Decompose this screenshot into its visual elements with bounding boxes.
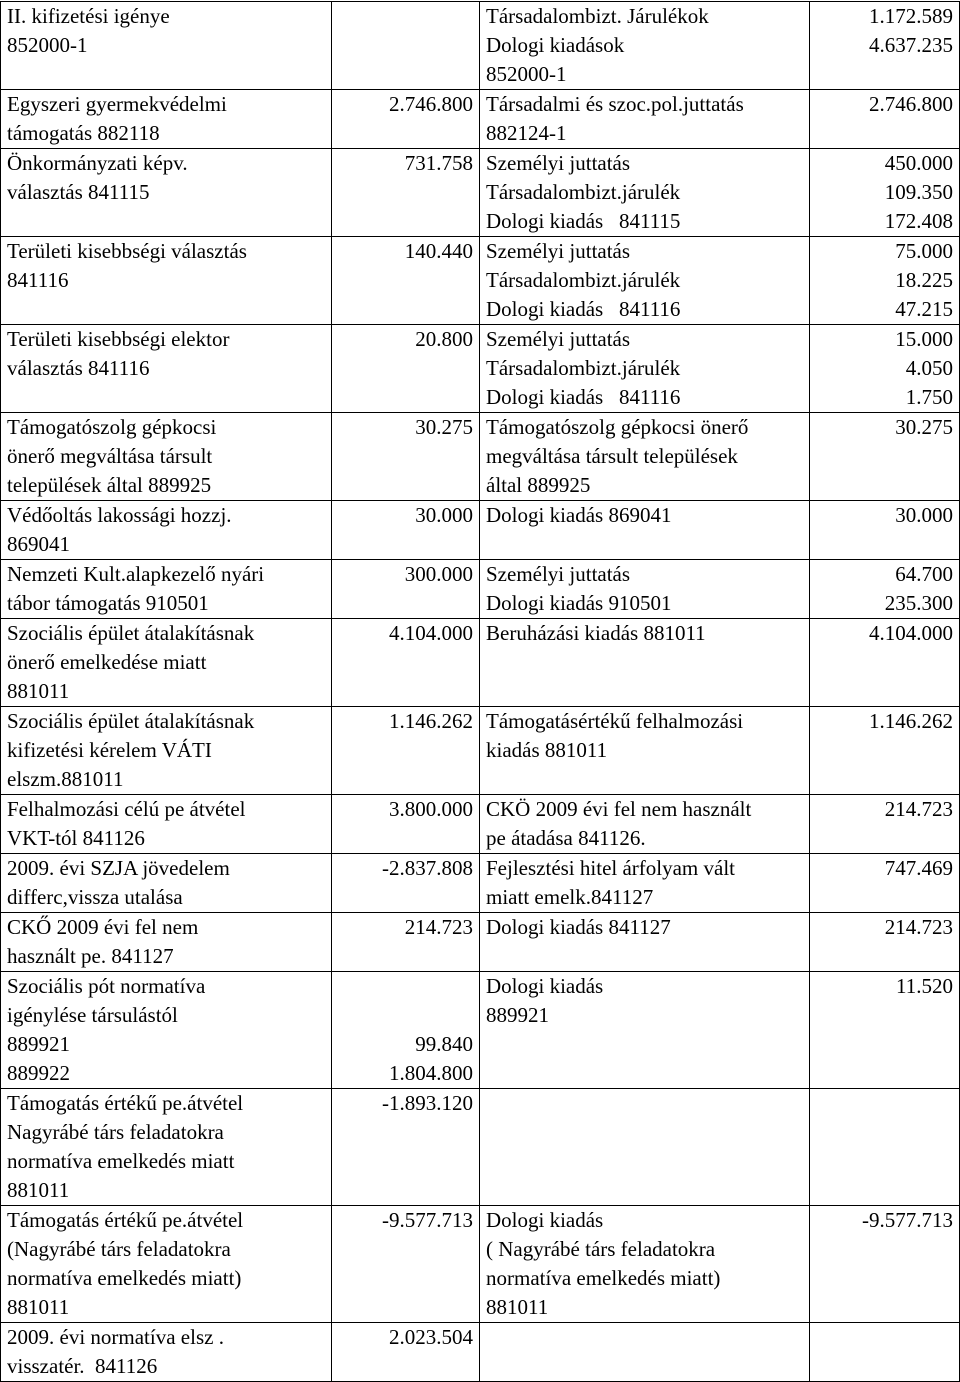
budget-item-cell bbox=[480, 560, 810, 619]
description-cell bbox=[1, 90, 332, 149]
budget-item-line: Társadalombizt.járulék bbox=[486, 356, 681, 380]
item-value-line: 747.469 bbox=[884, 856, 953, 880]
budget-item-line: Fejlesztési hitel árfolyam vált bbox=[486, 856, 736, 880]
table-row bbox=[1, 413, 960, 501]
amount-cell bbox=[332, 972, 480, 1089]
amount-cell bbox=[332, 854, 480, 913]
item-value-line: 30.000 bbox=[895, 503, 953, 527]
description-line: települések által 889925 bbox=[7, 473, 212, 497]
item-value-line: 172.408 bbox=[884, 209, 953, 233]
budget-item-line: által 889925 bbox=[486, 473, 591, 497]
item-value-cell bbox=[810, 619, 960, 707]
description-cell bbox=[1, 854, 332, 913]
description-line: 881011 bbox=[7, 1295, 70, 1319]
budget-item-line: 889921 bbox=[486, 1003, 549, 1027]
description-line: (Nagyrábé társ feladatokra bbox=[7, 1237, 231, 1261]
table-row bbox=[1, 972, 960, 1089]
amount-cell bbox=[332, 90, 480, 149]
item-value-cell bbox=[810, 707, 960, 795]
amount-line: 214.723 bbox=[404, 915, 473, 939]
amount-line: 30.275 bbox=[415, 415, 473, 439]
budget-item-cell bbox=[480, 2, 810, 90]
description-line: 881011 bbox=[7, 1178, 70, 1202]
budget-item-line: Dologi kiadás 841116 bbox=[486, 297, 681, 321]
description-line: Védőoltás lakossági hozzj. bbox=[7, 503, 232, 527]
description-line: Felhalmozási célú pe átvétel bbox=[7, 797, 246, 821]
budget-item-cell bbox=[480, 1206, 810, 1323]
budget-item-line: CKÖ 2009 évi fel nem használt bbox=[486, 797, 752, 821]
table-row bbox=[1, 1206, 960, 1323]
item-value-cell bbox=[810, 795, 960, 854]
amount-line: 20.800 bbox=[415, 327, 473, 351]
description-line: Nagyrábé társ feladatokra bbox=[7, 1120, 224, 1144]
table-row bbox=[1, 149, 960, 237]
table-row bbox=[1, 560, 960, 619]
amount-line: 2.746.800 bbox=[389, 92, 473, 116]
description-cell bbox=[1, 795, 332, 854]
description-line: 2009. évi SZJA jövedelem bbox=[7, 856, 230, 880]
description-line: Szociális pót normatíva bbox=[7, 974, 206, 998]
description-line: 852000-1 bbox=[7, 33, 88, 57]
budget-item-line: Dologi kiadások bbox=[486, 33, 625, 57]
budget-item-line: Dologi kiadás 841127 bbox=[486, 915, 671, 939]
table-row bbox=[1, 237, 960, 325]
description-cell bbox=[1, 413, 332, 501]
description-line: Nemzeti Kult.alapkezelő nyári bbox=[7, 562, 265, 586]
amount-line: 2.023.504 bbox=[389, 1325, 473, 1349]
description-cell bbox=[1, 1089, 332, 1206]
budget-item-line: Társadalombizt.járulék bbox=[486, 180, 681, 204]
amount-line: 30.000 bbox=[415, 503, 473, 527]
item-value-line: 109.350 bbox=[884, 180, 953, 204]
amount-line: -1.893.120 bbox=[382, 1091, 473, 1115]
description-line: használt pe. 841127 bbox=[7, 944, 174, 968]
amount-line: 1.146.262 bbox=[389, 709, 473, 733]
item-value-cell bbox=[810, 1206, 960, 1323]
amount-cell bbox=[332, 237, 480, 325]
budget-item-line: normatíva emelkedés miatt) bbox=[486, 1266, 721, 1290]
amount-line: 731.758 bbox=[404, 151, 473, 175]
item-value-line: 47.215 bbox=[895, 297, 953, 321]
budget-table-body bbox=[1, 2, 960, 1382]
description-line: 889922 bbox=[7, 1061, 70, 1085]
budget-item-cell bbox=[480, 854, 810, 913]
item-value-cell bbox=[810, 2, 960, 90]
description-line: választás 841115 bbox=[7, 180, 150, 204]
item-value-cell bbox=[810, 237, 960, 325]
amount-line: 1.804.800 bbox=[389, 1061, 473, 1085]
budget-item-cell bbox=[480, 972, 810, 1089]
item-value-line: 4.637.235 bbox=[869, 33, 953, 57]
budget-item-line: Beruházási kiadás 881011 bbox=[486, 621, 706, 645]
table-row bbox=[1, 854, 960, 913]
budget-item-cell bbox=[480, 325, 810, 413]
description-line: támogatás 882118 bbox=[7, 121, 160, 145]
description-line: visszatér. 841126 bbox=[7, 1354, 158, 1378]
amount-line: 3.800.000 bbox=[389, 797, 473, 821]
description-line: II. kifizetési igénye bbox=[7, 4, 170, 28]
table-row bbox=[1, 619, 960, 707]
budget-item-line: Támogatószolg gépkocsi önerő bbox=[486, 415, 749, 439]
budget-item-line: pe átadása 841126. bbox=[486, 826, 646, 850]
item-value-line: 450.000 bbox=[884, 151, 953, 175]
description-cell bbox=[1, 1323, 332, 1382]
budget-item-cell bbox=[480, 501, 810, 560]
item-value-cell bbox=[810, 1089, 960, 1206]
table-row bbox=[1, 1323, 960, 1382]
description-line: igénylése társulástól bbox=[7, 1003, 178, 1027]
description-cell bbox=[1, 237, 332, 325]
description-cell bbox=[1, 325, 332, 413]
budget-item-line: 852000-1 bbox=[486, 62, 567, 86]
table-row bbox=[1, 2, 960, 90]
item-value-cell bbox=[810, 413, 960, 501]
description-line: Támogatás értékű pe.átvétel bbox=[7, 1208, 244, 1232]
item-value-line: 1.172.589 bbox=[869, 4, 953, 28]
budget-item-line: Dologi kiadás 841115 bbox=[486, 209, 681, 233]
budget-item-cell bbox=[480, 413, 810, 501]
budget-item-line: 882124-1 bbox=[486, 121, 567, 145]
budget-item-line: Személyi juttatás bbox=[486, 327, 631, 351]
budget-item-line: Személyi juttatás bbox=[486, 151, 631, 175]
budget-item-line: megváltása társult települések bbox=[486, 444, 738, 468]
budget-item-line: Személyi juttatás bbox=[486, 239, 631, 263]
item-value-cell bbox=[810, 913, 960, 972]
budget-item-line: 881011 bbox=[486, 1295, 549, 1319]
description-line: Területi kisebbségi elektor bbox=[7, 327, 230, 351]
description-line: 881011 bbox=[7, 679, 70, 703]
budget-item-line: Dologi kiadás bbox=[486, 974, 604, 998]
amount-cell bbox=[332, 707, 480, 795]
budget-item-cell bbox=[480, 707, 810, 795]
budget-item-line: Dologi kiadás 869041 bbox=[486, 503, 672, 527]
description-line: Területi kisebbségi választás bbox=[7, 239, 247, 263]
amount-cell bbox=[332, 1089, 480, 1206]
amount-cell bbox=[332, 413, 480, 501]
item-value-line: 75.000 bbox=[895, 239, 953, 263]
table-row bbox=[1, 325, 960, 413]
description-line: önerő emelkedése miatt bbox=[7, 650, 207, 674]
budget-item-line: Dologi kiadás bbox=[486, 1208, 604, 1232]
item-value-line: 18.225 bbox=[895, 268, 953, 292]
description-line: önerő megváltása társult bbox=[7, 444, 213, 468]
description-line: 869041 bbox=[7, 532, 70, 556]
budget-item-line: Társadalombizt.járulék bbox=[486, 268, 681, 292]
budget-item-cell bbox=[480, 1089, 810, 1206]
amount-cell bbox=[332, 795, 480, 854]
table-row bbox=[1, 1089, 960, 1206]
budget-table bbox=[0, 1, 960, 1382]
description-line: Egyszeri gyermekvédelmi bbox=[7, 92, 227, 116]
item-value-line: -9.577.713 bbox=[862, 1208, 953, 1232]
item-value-line: 1.146.262 bbox=[869, 709, 953, 733]
amount-line: -2.837.808 bbox=[382, 856, 473, 880]
amount-line: 99.840 bbox=[415, 1032, 473, 1056]
item-value-cell bbox=[810, 560, 960, 619]
budget-item-cell bbox=[480, 149, 810, 237]
description-line: elszm.881011 bbox=[7, 767, 124, 791]
budget-item-line: Társadalombizt. Járulékok bbox=[486, 4, 709, 28]
amount-cell bbox=[332, 149, 480, 237]
item-value-line: 30.275 bbox=[895, 415, 953, 439]
item-value-line: 11.520 bbox=[896, 974, 953, 998]
item-value-cell bbox=[810, 90, 960, 149]
item-value-cell bbox=[810, 1323, 960, 1382]
description-line: Szociális épület átalakításnak bbox=[7, 709, 255, 733]
table-row bbox=[1, 90, 960, 149]
description-cell bbox=[1, 707, 332, 795]
budget-item-cell bbox=[480, 90, 810, 149]
item-value-cell bbox=[810, 149, 960, 237]
amount-line: 140.440 bbox=[404, 239, 473, 263]
table-row bbox=[1, 795, 960, 854]
description-line: 2009. évi normatíva elsz . bbox=[7, 1325, 224, 1349]
budget-item-cell bbox=[480, 795, 810, 854]
item-value-line: 214.723 bbox=[884, 915, 953, 939]
table-row bbox=[1, 501, 960, 560]
description-line: tábor támogatás 910501 bbox=[7, 591, 209, 615]
budget-item-line: Társadalmi és szoc.pol.juttatás bbox=[486, 92, 744, 116]
description-line: CKŐ 2009 évi fel nem bbox=[7, 915, 199, 939]
item-value-line: 4.104.000 bbox=[869, 621, 953, 645]
description-line: VKT-tól 841126 bbox=[7, 826, 145, 850]
description-line: 889921 bbox=[7, 1032, 70, 1056]
description-line: választás 841116 bbox=[7, 356, 150, 380]
description-cell bbox=[1, 913, 332, 972]
amount-cell bbox=[332, 560, 480, 619]
item-value-line: 214.723 bbox=[884, 797, 953, 821]
budget-item-cell bbox=[480, 913, 810, 972]
item-value-cell bbox=[810, 325, 960, 413]
budget-item-line: Dologi kiadás 910501 bbox=[486, 591, 672, 615]
item-value-line: 1.750 bbox=[905, 385, 953, 409]
item-value-line: 64.700 bbox=[895, 562, 953, 586]
amount-cell bbox=[332, 2, 480, 90]
item-value-cell bbox=[810, 854, 960, 913]
item-value-cell bbox=[810, 501, 960, 560]
budget-item-line: Személyi juttatás bbox=[486, 562, 631, 586]
budget-item-line: Dologi kiadás 841116 bbox=[486, 385, 681, 409]
amount-cell bbox=[332, 619, 480, 707]
description-cell bbox=[1, 972, 332, 1089]
description-line: Támogatószolg gépkocsi bbox=[7, 415, 217, 439]
amount-cell bbox=[332, 501, 480, 560]
amount-cell bbox=[332, 325, 480, 413]
item-value-line: 4.050 bbox=[905, 356, 953, 380]
table-row bbox=[1, 913, 960, 972]
budget-item-line: Támogatásértékű felhalmozási bbox=[486, 709, 744, 733]
amount-line bbox=[338, 972, 473, 1001]
budget-item-line: miatt emelk.841127 bbox=[486, 885, 654, 909]
description-cell bbox=[1, 149, 332, 237]
amount-cell bbox=[332, 1206, 480, 1323]
budget-item-cell bbox=[480, 1323, 810, 1382]
amount-line: 300.000 bbox=[404, 562, 473, 586]
item-value-line: 235.300 bbox=[884, 591, 953, 615]
description-line: differc,vissza utalása bbox=[7, 885, 183, 909]
amount-cell bbox=[332, 913, 480, 972]
description-cell bbox=[1, 501, 332, 560]
description-line: Önkormányzati képv. bbox=[7, 151, 188, 175]
table-row bbox=[1, 707, 960, 795]
description-line: 841116 bbox=[7, 268, 69, 292]
item-value-line: 2.746.800 bbox=[869, 92, 953, 116]
amount-line bbox=[338, 1001, 473, 1030]
description-cell bbox=[1, 619, 332, 707]
budget-item-cell bbox=[480, 237, 810, 325]
description-cell bbox=[1, 2, 332, 90]
description-line: Támogatás értékű pe.átvétel bbox=[7, 1091, 244, 1115]
description-cell bbox=[1, 1206, 332, 1323]
item-value-cell bbox=[810, 972, 960, 1089]
description-line: Szociális épület átalakításnak bbox=[7, 621, 255, 645]
amount-cell bbox=[332, 1323, 480, 1382]
amount-line: -9.577.713 bbox=[382, 1208, 473, 1232]
amount-line: 4.104.000 bbox=[389, 621, 473, 645]
description-cell bbox=[1, 560, 332, 619]
budget-item-line: kiadás 881011 bbox=[486, 738, 608, 762]
budget-item-cell bbox=[480, 619, 810, 707]
item-value-line: 15.000 bbox=[895, 327, 953, 351]
budget-item-line: ( Nagyrábé társ feladatokra bbox=[486, 1237, 716, 1261]
description-line: normatíva emelkedés miatt bbox=[7, 1149, 235, 1173]
description-line: normatíva emelkedés miatt) bbox=[7, 1266, 242, 1290]
description-line: kifizetési kérelem VÁTI bbox=[7, 738, 212, 762]
